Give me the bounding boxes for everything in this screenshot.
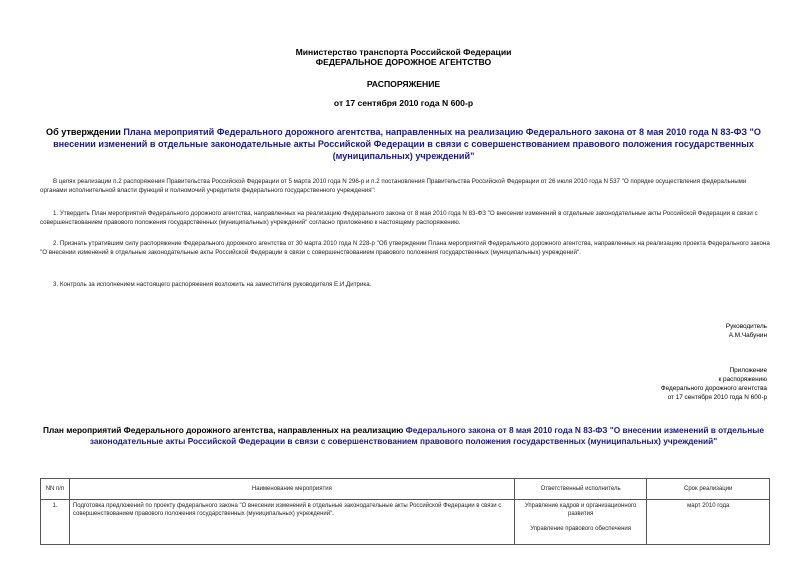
signature-position: Руководитель [725,323,767,330]
plan-title-prefix: План мероприятий Федерального дорожного агентства, направленных на реализацию [43,425,406,435]
title-prefix: Об утверждении [46,127,124,137]
signature-block [726,322,767,340]
header-responsible: Ответственный исполнитель [514,479,647,500]
plan-table [40,478,770,545]
table-row [41,500,770,545]
paragraph-item-1: 1. Утвердить План мероприятий Федерального дорожного агентства, направленных на реализацию Федерального закона от 8 мая 2010 года N 83-ФЗ "О внесении изменений в отдельные законодательные акты Российской Федерации в связи с совершенствованием правового положения государственных (муниципальных) учреждений" согласно приложению к настоящему распоряжению. [40,210,758,226]
document-type: РАСПОРЯЖЕНИЕ [366,79,441,89]
header-deadline: Срок реализации [647,479,770,500]
ministry-name: Министерство транспорта Российской Федерации [295,47,512,57]
agency-name: ФЕДЕРАЛЬНОЕ ДОРОЖНОЕ АГЕНТСТВО [315,57,492,67]
paragraph-preamble: В целях реализации п.2 распоряжения Правительства Российской Федерации от 5 марта 2010 года N 296-р и п.2 постановления Правительства Российской Федерации от 26 июля 2010 года N 537 "О порядке осуществления федеральными органами исполнительной власти функций и полномочий учредителя федерального государственного учреждения": [40,178,747,194]
row-responsible-2: Управление правового обеспечения [530,526,631,532]
document-date: от 17 сентября 2010 года N 600-р [333,98,474,108]
row-deadline: март 2010 года [647,500,770,545]
appendix-block [661,366,767,402]
title-link[interactable]: Плана мероприятий Федерального дорожного агентства, направленных на реализацию Федерального закона от 8 мая 2010 года N 83-ФЗ "О внесении изменений в отдельные законодательные акты Российской Федерации в связи с совершенствованием правового положения государственных (муниципальных) учреждений" [53,127,761,161]
paragraph-item-2: 2. Признать утратившим силу распоряжение Федерального дорожного агентства от 30 марта 2010 года N 228-р "Об утверждении Плана мероприятий Федерального дорожного агентства, направленных на реализацию проекта Федерального закона "О внесении изменений в отдельные законодательные акты Российской Федерации в связи с совершенствованием правового положения государственных (муниципальных) учреждений". [40,240,770,256]
appendix-line-2: к распоряжению [718,376,767,383]
row-responsible [514,500,647,545]
table-header-row [41,479,770,500]
signature-name: А.М.Чабунин [728,332,767,339]
row-name: Подготовка предложений по проекту федерального закона "О внесении изменений в отдельные законодательные акты Российской Федерации в связи с совершенствованием правового положения государственных (муниципальных) учреждений". [69,500,514,545]
appendix-line-3: Федерального дорожного агентства [660,385,767,392]
row-responsible-1: Управление кадров и организационного развития [524,503,637,517]
document-title [30,126,777,162]
plan-title-link[interactable]: Федерального закона от 8 мая 2010 года N 83-ФЗ "О внесении изменений в отдельные законодательные акты Российской Федерации в связи с совершенствованием правового положения государственных (муниципальных) учреждений" [89,425,764,446]
appendix-line-4: от 17 сентября 2010 года N 600-р [667,394,767,401]
paragraph-item-3: 3. Контроль за исполнением настоящего распоряжения возложить на заместителя руководителя Е.И.Дитрика. [53,281,372,288]
header-num: NN п/п [41,479,70,500]
row-num: 1. [41,500,70,545]
header-name: Наименование мероприятия [69,479,514,500]
appendix-line-1: Приложение [729,367,767,374]
plan-title [30,425,777,447]
